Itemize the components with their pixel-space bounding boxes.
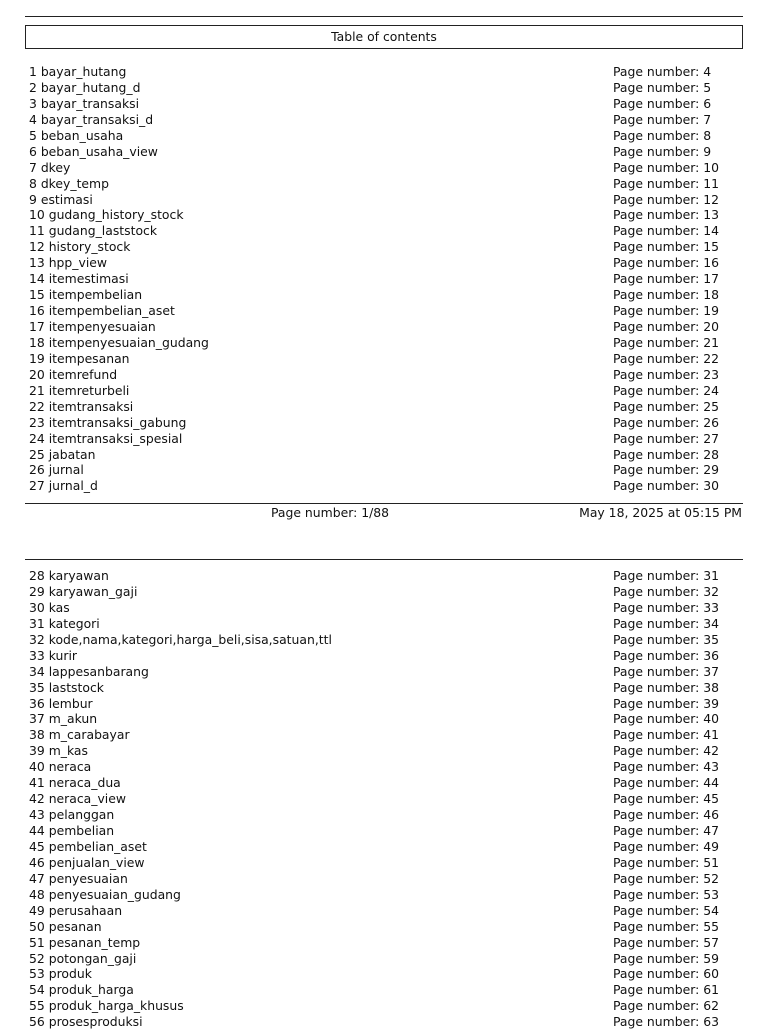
toc-entry-page-number: Page number: 62 <box>613 998 719 1014</box>
toc-entry[interactable] <box>29 176 729 192</box>
top-rule <box>25 16 743 17</box>
toc-entry[interactable] <box>29 1014 729 1030</box>
toc-entry-page-number: Page number: 38 <box>613 679 719 695</box>
toc-entry-page-number: Page number: 45 <box>613 791 719 807</box>
toc-entry-label: 19 itempesanan <box>29 350 130 366</box>
toc-entry-page-number: Page number: 12 <box>613 191 719 207</box>
toc-entry-page-number: Page number: 31 <box>613 568 719 583</box>
toc-entry-page-number: Page number: 42 <box>613 743 719 759</box>
toc-entry-page-number: Page number: 19 <box>613 303 719 319</box>
toc-entry[interactable] <box>29 112 729 128</box>
toc-entry-label: 7 dkey <box>29 159 71 175</box>
toc-entry-label: 43 pelanggan <box>29 807 115 823</box>
toc-entry-label: 2 bayar_hutang_d <box>29 79 141 95</box>
toc-entry-label: 54 produk_harga <box>29 982 134 998</box>
toc-entry-page-number: Page number: 20 <box>613 319 719 334</box>
toc-entry-page-number: Page number: 11 <box>613 175 719 191</box>
toc-entry[interactable] <box>29 775 729 791</box>
toc-entry-page-number: Page number: 28 <box>613 446 719 462</box>
toc-entry[interactable] <box>29 711 729 727</box>
toc-entry[interactable] <box>29 839 729 855</box>
toc-entry-label: 26 jurnal <box>29 462 84 478</box>
toc-entry-label: 11 gudang_laststock <box>29 223 158 239</box>
toc-entry-page-number: Page number: 18 <box>613 287 719 303</box>
toc-entry-page-number: Page number: 17 <box>613 271 719 287</box>
toc-entry[interactable] <box>29 680 729 696</box>
toc-entry-page-number: Page number: 32 <box>613 583 719 599</box>
toc-entry[interactable] <box>29 415 729 431</box>
toc-entry[interactable] <box>29 255 729 271</box>
toc-entry-label: 17 itempenyesuaian <box>29 319 156 334</box>
toc-entry-label: 40 neraca <box>29 759 92 775</box>
toc-entry-label: 9 estimasi <box>29 191 93 207</box>
toc-entry-page-number: Page number: 60 <box>613 966 719 982</box>
toc-entry[interactable] <box>29 903 729 919</box>
toc-entry[interactable] <box>29 982 729 998</box>
toc-entry-label: 50 pesanan <box>29 918 102 934</box>
toc-entry[interactable] <box>29 855 729 871</box>
toc-entry-page-number: Page number: 63 <box>613 1014 719 1030</box>
toc-entry[interactable] <box>29 807 729 823</box>
toc-entry[interactable] <box>29 447 729 463</box>
toc-entry-page-number: Page number: 30 <box>613 478 719 494</box>
toc-entry-label: 39 m_kas <box>29 743 88 759</box>
toc-entry[interactable] <box>29 96 729 112</box>
toc-entry-page-number: Page number: 22 <box>613 350 719 366</box>
toc-entry[interactable] <box>29 568 729 584</box>
toc-entry-page-number: Page number: 61 <box>613 982 719 998</box>
toc-entry[interactable] <box>29 664 729 680</box>
toc-entry-label: 53 produk <box>29 966 92 982</box>
toc-entry[interactable] <box>29 128 729 144</box>
toc-entry-page-number: Page number: 44 <box>613 775 719 791</box>
toc-entry-page-number: Page number: 36 <box>613 647 719 663</box>
toc-entry-label: 21 itemreturbeli <box>29 382 130 398</box>
toc-entry-page-number: Page number: 27 <box>613 430 719 446</box>
toc-entry-label: 29 karyawan_gaji <box>29 583 138 599</box>
toc-entry-label: 51 pesanan_temp <box>29 934 141 950</box>
toc-entry-label: 24 itemtransaksi_spesial <box>29 430 183 446</box>
toc-entry-label: 13 hpp_view <box>29 255 108 271</box>
toc-entry-label: 3 bayar_transaksi <box>29 95 140 111</box>
toc-entry-page-number: Page number: 33 <box>613 599 719 615</box>
toc-entry-label: 1 bayar_hutang <box>29 64 127 79</box>
toc-entry-page-number: Page number: 29 <box>613 462 719 478</box>
toc-entry-page-number: Page number: 16 <box>613 255 719 271</box>
toc-entry[interactable] <box>29 600 729 616</box>
page-two-top-rule <box>25 559 743 560</box>
toc-entry-label: 37 m_akun <box>29 711 98 727</box>
toc-entry[interactable] <box>29 966 729 982</box>
toc-entry-page-number: Page number: 9 <box>613 143 712 159</box>
toc-entry-label: 28 karyawan <box>29 568 109 583</box>
toc-entry[interactable] <box>29 303 729 319</box>
toc-entry-page-number: Page number: 13 <box>613 207 719 223</box>
toc-entry[interactable] <box>29 696 729 712</box>
toc-entry-label: 15 itempembelian <box>29 287 143 303</box>
toc-entry-page-number: Page number: 26 <box>613 414 719 430</box>
toc-entry-page-number: Page number: 14 <box>613 223 719 239</box>
toc-entry-label: 14 itemestimasi <box>29 271 129 287</box>
toc-entry-page-number: Page number: 46 <box>613 807 719 823</box>
toc-entry-label: 35 laststock <box>29 679 104 695</box>
toc-entry[interactable] <box>29 351 729 367</box>
toc-entry[interactable] <box>29 239 729 255</box>
toc-entry-label: 6 beban_usaha_view <box>29 143 158 159</box>
toc-entry-page-number: Page number: 43 <box>613 759 719 775</box>
toc-entry[interactable] <box>29 207 729 223</box>
toc-entry-label: 22 itemtransaksi <box>29 398 134 414</box>
toc-entry-label: 38 m_carabayar <box>29 727 130 743</box>
toc-entry-page-number: Page number: 55 <box>613 918 719 934</box>
toc-entry-label: 55 produk_harga_khusus <box>29 998 184 1014</box>
toc-entry[interactable] <box>29 431 729 447</box>
toc-entry-page-number: Page number: 6 <box>613 95 712 111</box>
toc-entry-label: 49 perusahaan <box>29 902 123 918</box>
toc-entry-page-number: Page number: 23 <box>613 366 719 382</box>
toc-entry-label: 46 penjualan_view <box>29 854 145 870</box>
toc-entry-page-number: Page number: 7 <box>613 111 712 127</box>
toc-entry-label: 32 kode,nama,kategori,harga_beli,sisa,satuan,ttl <box>29 631 332 647</box>
toc-entry-page-number: Page number: 15 <box>613 239 719 255</box>
toc-entry[interactable] <box>29 584 729 600</box>
toc-entry-page-number: Page number: 35 <box>613 631 719 647</box>
toc-entry[interactable] <box>29 319 729 335</box>
toc-entry-page-number: Page number: 51 <box>613 854 719 870</box>
toc-entry-label: 47 penyesuaian <box>29 870 128 886</box>
toc-entry-page-number: Page number: 54 <box>613 902 719 918</box>
toc-entry-page-number: Page number: 5 <box>613 79 712 95</box>
toc-entry-label: 44 pembelian <box>29 823 115 838</box>
toc-entry-page-number: Page number: 24 <box>613 382 719 398</box>
toc-entry-label: 33 kurir <box>29 647 77 663</box>
toc-entry[interactable] <box>29 478 729 494</box>
toc-entry-page-number: Page number: 25 <box>613 398 719 414</box>
toc-entry[interactable] <box>29 462 729 478</box>
toc-entry-page-number: Page number: 57 <box>613 934 719 950</box>
footer-page-indicator: Page number: 1/88 <box>271 505 390 520</box>
toc-entry-label: 56 prosesproduksi <box>29 1014 143 1030</box>
toc-entry[interactable] <box>29 287 729 303</box>
toc-entry-label: 27 jurnal_d <box>29 478 98 494</box>
toc-entry-label: 45 pembelian_aset <box>29 838 147 854</box>
toc-entry-page-number: Page number: 34 <box>613 615 719 631</box>
toc-entry-page-number: Page number: 41 <box>613 727 719 743</box>
toc-list-page-two <box>29 568 729 1030</box>
toc-entry[interactable] <box>29 160 729 176</box>
toc-entry[interactable] <box>29 144 729 160</box>
toc-entry-label: 20 itemrefund <box>29 366 118 382</box>
toc-entry[interactable] <box>29 648 729 664</box>
toc-entry[interactable] <box>29 935 729 951</box>
toc-entry-page-number: Page number: 52 <box>613 870 719 886</box>
toc-entry[interactable] <box>29 632 729 648</box>
toc-entry-label: 12 history_stock <box>29 239 131 255</box>
toc-entry[interactable] <box>29 727 729 743</box>
toc-entry[interactable] <box>29 367 729 383</box>
toc-entry-page-number: Page number: 21 <box>613 334 719 350</box>
toc-entry-label: 23 itemtransaksi_gabung <box>29 414 187 430</box>
toc-entry[interactable] <box>29 998 729 1014</box>
toc-entry-label: 10 gudang_history_stock <box>29 207 184 223</box>
toc-entry-page-number: Page number: 8 <box>613 127 712 143</box>
toc-entry[interactable] <box>29 192 729 208</box>
toc-entry-page-number: Page number: 59 <box>613 950 719 966</box>
toc-entry-label: 4 bayar_transaksi_d <box>29 111 154 127</box>
toc-entry-label: 16 itempembelian_aset <box>29 303 175 319</box>
toc-entry[interactable] <box>29 271 729 287</box>
toc-entry-label: 36 lembur <box>29 695 93 711</box>
toc-entry-label: 34 lappesanbarang <box>29 663 149 679</box>
toc-entry-page-number: Page number: 47 <box>613 823 719 838</box>
toc-entry-page-number: Page number: 10 <box>613 159 719 175</box>
toc-entry-page-number: Page number: 40 <box>613 711 719 727</box>
toc-list-page-one <box>29 64 729 494</box>
toc-entry[interactable] <box>29 616 729 632</box>
toc-entry[interactable] <box>29 64 729 80</box>
toc-entry-label: 48 penyesuaian_gudang <box>29 886 181 902</box>
toc-entry[interactable] <box>29 871 729 887</box>
toc-entry-label: 18 itempenyesuaian_gudang <box>29 334 209 350</box>
toc-entry-label: 5 beban_usaha <box>29 127 124 143</box>
toc-entry-label: 52 potongan_gaji <box>29 950 137 966</box>
toc-entry-page-number: Page number: 53 <box>613 886 719 902</box>
toc-entry[interactable] <box>29 80 729 96</box>
toc-entry[interactable] <box>29 791 729 807</box>
footer-rule <box>25 503 743 504</box>
toc-entry[interactable] <box>29 335 729 351</box>
toc-entry-label: 25 jabatan <box>29 446 96 462</box>
toc-entry-label: 31 kategori <box>29 615 100 631</box>
toc-entry-label: 41 neraca_dua <box>29 775 121 791</box>
toc-entry-label: 42 neraca_view <box>29 791 127 807</box>
toc-entry[interactable] <box>29 823 729 839</box>
toc-entry[interactable] <box>29 743 729 759</box>
toc-entry[interactable] <box>29 919 729 935</box>
toc-entry-label: 30 kas <box>29 599 70 615</box>
toc-entry[interactable] <box>29 887 729 903</box>
toc-entry[interactable] <box>29 383 729 399</box>
footer-timestamp: May 18, 2025 at 05:15 PM <box>579 505 742 520</box>
toc-title: Table of contents <box>25 25 743 49</box>
toc-entry-page-number: Page number: 49 <box>613 838 719 854</box>
toc-entry-page-number: Page number: 4 <box>613 64 712 79</box>
toc-entry[interactable] <box>29 223 729 239</box>
toc-entry[interactable] <box>29 399 729 415</box>
toc-entry-page-number: Page number: 37 <box>613 663 719 679</box>
toc-entry-page-number: Page number: 39 <box>613 695 719 711</box>
toc-entry[interactable] <box>29 759 729 775</box>
toc-entry[interactable] <box>29 951 729 967</box>
toc-entry-label: 8 dkey_temp <box>29 175 109 191</box>
